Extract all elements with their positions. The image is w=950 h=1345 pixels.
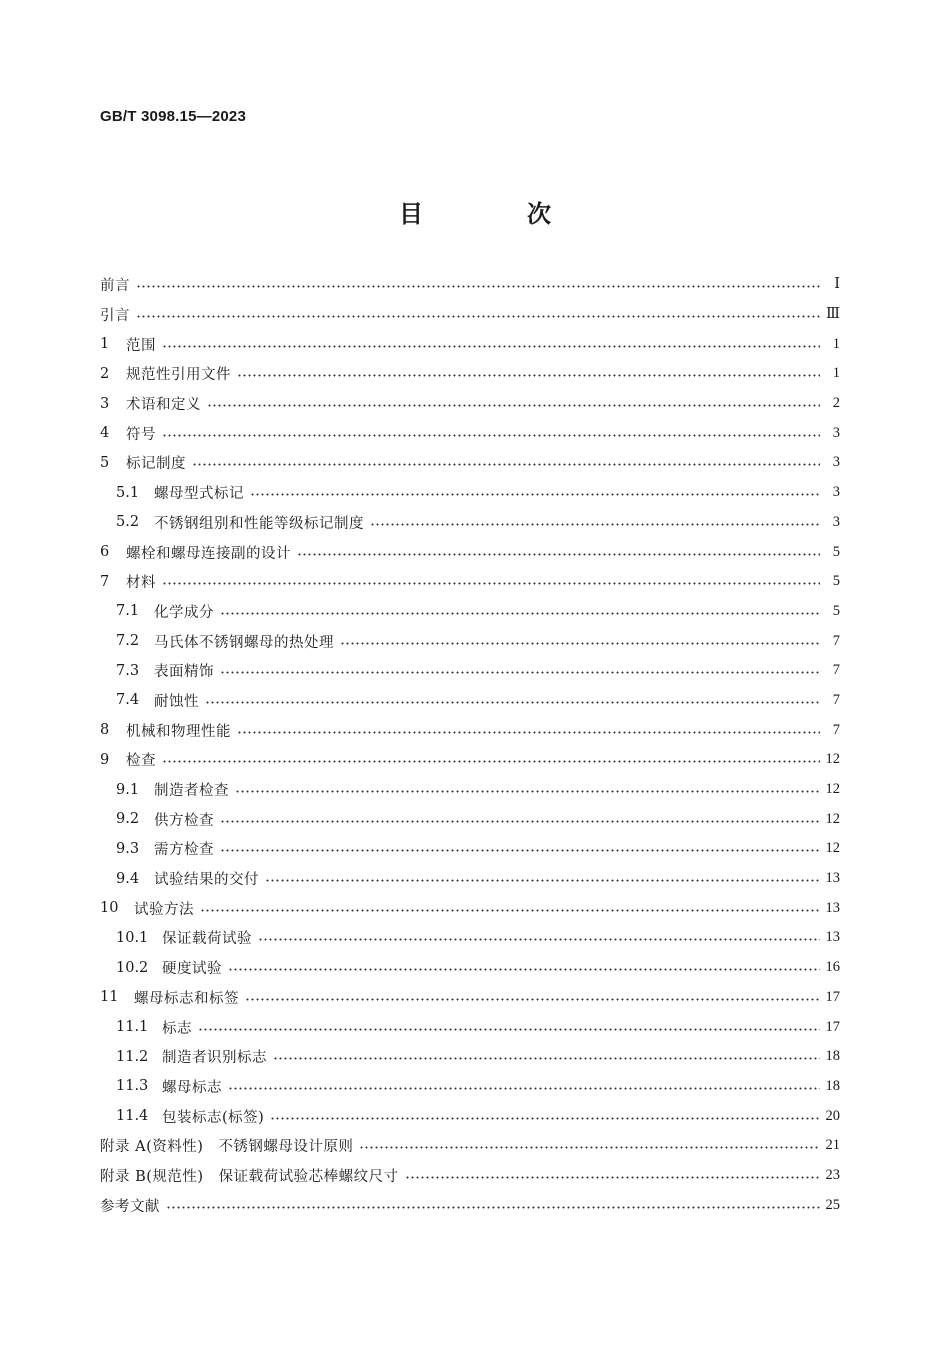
toc-entry-page: 5 — [832, 543, 840, 560]
toc-entry-label: 术语和定义 — [126, 397, 201, 414]
toc-entry-label: 范围 — [126, 337, 156, 354]
dot-leader — [297, 553, 820, 556]
toc-entry-page: 16 — [825, 959, 840, 976]
toc-entry-number: 7.3 — [116, 662, 140, 679]
toc-entry[interactable] — [100, 864, 840, 894]
toc-entry-page: 7 — [832, 632, 840, 649]
toc-entry-number: 3 — [100, 395, 110, 412]
toc-entry[interactable] — [100, 804, 840, 834]
toc-entry-number: 7.1 — [116, 603, 140, 620]
toc-entry-label: 机械和物理性能 — [126, 723, 231, 740]
toc-entry-page: 12 — [825, 810, 840, 827]
toc-entry[interactable] — [100, 359, 840, 389]
toc-entry-page: 13 — [825, 899, 840, 916]
toc-entry[interactable] — [100, 1012, 840, 1042]
toc-entry-label: 制造者识别标志 — [162, 1050, 267, 1067]
toc-entry-label: 符号 — [126, 426, 156, 443]
toc-entry-label: 附录 A(资料性) 不锈钢螺母设计原则 — [100, 1139, 354, 1156]
toc-entry-number: 11.2 — [116, 1048, 149, 1065]
toc-entry[interactable] — [100, 418, 840, 448]
toc-entry-label: 规范性引用文件 — [126, 367, 231, 384]
toc-entry-number: 10.1 — [116, 929, 149, 946]
toc-entry-page: 21 — [825, 1137, 840, 1154]
toc-entry[interactable] — [100, 508, 840, 538]
dot-leader — [220, 820, 820, 823]
toc-entry[interactable] — [100, 745, 840, 775]
toc-entry-label: 保证载荷试验 — [162, 931, 252, 948]
toc-entry-number: 4 — [100, 425, 110, 442]
toc-entry-number: 11 — [100, 989, 119, 1006]
toc-entry-label: 标志 — [162, 1020, 192, 1037]
toc-entry[interactable] — [100, 686, 840, 716]
toc-entry-number: 10 — [100, 900, 119, 917]
toc-entry-number: 2 — [100, 365, 110, 382]
toc-entry-label: 标记制度 — [126, 456, 186, 473]
toc-entry-label: 材料 — [126, 575, 156, 592]
standard-code: GB/T 3098.15—2023 — [100, 108, 246, 125]
dot-leader — [270, 1117, 819, 1120]
dot-leader — [228, 1087, 820, 1090]
toc-entry-page: 3 — [832, 424, 840, 441]
dot-leader — [237, 731, 820, 734]
dot-leader — [162, 582, 820, 585]
toc-entry[interactable] — [100, 537, 840, 567]
toc-entry-page: 7 — [832, 662, 840, 679]
toc-entry-label: 螺母标志 — [162, 1079, 222, 1096]
toc-entry-number: 1 — [100, 336, 110, 353]
toc-title: 目 次 — [399, 199, 591, 228]
dot-leader — [200, 909, 820, 912]
toc-entry-page: 23 — [825, 1166, 840, 1183]
toc-entry-label: 需方检查 — [154, 842, 214, 859]
toc-entry[interactable] — [100, 597, 840, 627]
toc-entry-page: 2 — [832, 395, 840, 412]
toc-entry-number: 8 — [100, 722, 110, 739]
toc-entry-label: 试验结果的交付 — [154, 872, 259, 889]
toc-entry-label: 表面精饰 — [154, 664, 214, 681]
toc-entry-page: 5 — [832, 573, 840, 590]
dot-leader — [198, 1028, 820, 1031]
toc-entry[interactable] — [100, 270, 840, 300]
toc-entry[interactable] — [100, 1042, 840, 1072]
toc-entry-page: 17 — [825, 1018, 840, 1035]
dot-leader — [136, 315, 820, 318]
toc-entry-label: 螺母标志和标签 — [134, 990, 239, 1007]
dot-leader — [162, 760, 820, 763]
toc-entry-number: 9.1 — [116, 781, 140, 798]
toc-entry[interactable] — [100, 923, 840, 953]
toc-entry-number: 11.3 — [116, 1078, 149, 1095]
dot-leader — [250, 493, 820, 496]
toc-entry[interactable] — [100, 478, 840, 508]
toc-entry-number: 11.1 — [116, 1019, 149, 1036]
toc-entry-number: 5 — [100, 454, 110, 471]
dot-leader — [220, 849, 820, 852]
dot-leader — [359, 1146, 819, 1149]
dot-leader — [220, 671, 820, 674]
dot-leader — [265, 879, 820, 882]
dot-leader — [228, 968, 820, 971]
dot-leader — [220, 612, 820, 615]
toc-entry-label: 参考文献 — [100, 1198, 160, 1215]
toc-entry-number: 5.1 — [116, 484, 140, 501]
toc-entry-label: 不锈钢组别和性能等级标记制度 — [154, 515, 364, 532]
toc-entry-page: 17 — [825, 988, 840, 1005]
toc-entry-page: 7 — [832, 691, 840, 708]
toc-entry-page: 20 — [825, 1107, 840, 1124]
toc-entry[interactable] — [100, 1190, 840, 1220]
toc-entry-number: 9.2 — [116, 811, 140, 828]
toc-entry[interactable] — [100, 389, 840, 419]
toc-entry-label: 供方检查 — [154, 812, 214, 829]
toc-entry-number: 7.4 — [116, 692, 140, 709]
toc-entry-number: 9.3 — [116, 840, 140, 857]
dot-leader — [237, 374, 820, 377]
toc-entry-page: 7 — [832, 721, 840, 738]
toc-entry[interactable] — [100, 1131, 840, 1161]
toc-entry-page: 12 — [825, 781, 840, 798]
toc-entry-label: 马氏体不锈钢螺母的热处理 — [154, 634, 334, 651]
toc-entry-label: 硬度试验 — [162, 961, 222, 978]
toc-entry-page: 18 — [825, 1048, 840, 1065]
toc-entry-number: 11.4 — [116, 1108, 149, 1125]
toc-entry-page: 12 — [825, 751, 840, 768]
toc-entry[interactable] — [100, 1161, 840, 1191]
toc-entry-label: 化学成分 — [154, 604, 214, 621]
toc-entry[interactable] — [100, 893, 840, 923]
dot-leader — [405, 1176, 820, 1179]
toc-entry[interactable] — [100, 300, 840, 330]
toc-entry-page: Ⅰ — [834, 276, 840, 293]
dot-leader — [205, 701, 820, 704]
toc-entry-number: 10.2 — [116, 959, 149, 976]
toc-entry[interactable] — [100, 626, 840, 656]
toc-entry-page: 3 — [832, 513, 840, 530]
dot-leader — [166, 1206, 820, 1209]
toc-entry-label: 检查 — [126, 753, 156, 770]
toc-entry-page: Ⅲ — [826, 306, 840, 323]
toc-entry-page: 18 — [825, 1077, 840, 1094]
toc-entry-number: 9 — [100, 751, 110, 768]
toc-entry[interactable] — [100, 983, 840, 1013]
toc-entry-number: 6 — [100, 544, 110, 561]
toc-entry[interactable] — [100, 834, 840, 864]
toc-entry[interactable] — [100, 329, 840, 359]
toc-entry-page: 1 — [832, 335, 840, 352]
toc-entry-number: 5.2 — [116, 514, 140, 531]
toc-entry-page: 3 — [832, 484, 840, 501]
dot-leader — [162, 345, 820, 348]
dot-leader — [192, 463, 820, 466]
dot-leader — [370, 523, 820, 526]
toc-entry-number: 7.2 — [116, 633, 140, 650]
dot-leader — [273, 1057, 820, 1060]
toc-entry-label: 前言 — [100, 278, 130, 295]
toc-entry-page: 5 — [832, 602, 840, 619]
dot-leader — [136, 285, 820, 288]
toc-entry[interactable] — [100, 775, 840, 805]
toc-entry-page: 13 — [825, 929, 840, 946]
toc-entry-page: 3 — [832, 454, 840, 471]
dot-leader — [258, 938, 820, 941]
toc-entry-page: 13 — [825, 870, 840, 887]
toc-entry-page: 12 — [825, 840, 840, 857]
toc-entry[interactable] — [100, 656, 840, 686]
dot-leader — [162, 434, 820, 437]
toc-entry-label: 试验方法 — [134, 901, 194, 918]
toc-entry[interactable] — [100, 1072, 840, 1102]
dot-leader — [235, 790, 820, 793]
dot-leader — [207, 404, 820, 407]
toc-entry[interactable] — [100, 448, 840, 478]
toc-entry-number: 7 — [100, 573, 110, 590]
toc-entry[interactable] — [100, 567, 840, 597]
toc-entry-label: 螺栓和螺母连接副的设计 — [126, 545, 291, 562]
toc-entry-label: 制造者检查 — [154, 783, 229, 800]
toc-entry-label: 螺母型式标记 — [154, 486, 244, 503]
table-of-contents — [100, 270, 840, 1220]
toc-entry[interactable] — [100, 715, 840, 745]
toc-entry-page: 25 — [825, 1196, 840, 1213]
toc-entry-page: 1 — [832, 365, 840, 382]
toc-entry-label: 包装标志(标签) — [162, 1109, 265, 1126]
toc-entry-label: 引言 — [100, 308, 130, 325]
dot-leader — [245, 998, 820, 1001]
toc-entry-label: 附录 B(规范性) 保证载荷试验芯棒螺纹尺寸 — [100, 1168, 399, 1185]
toc-entry[interactable] — [100, 953, 840, 983]
toc-entry-number: 9.4 — [116, 870, 140, 887]
dot-leader — [340, 642, 820, 645]
toc-entry-label: 耐蚀性 — [154, 693, 199, 710]
toc-entry[interactable] — [100, 1101, 840, 1131]
